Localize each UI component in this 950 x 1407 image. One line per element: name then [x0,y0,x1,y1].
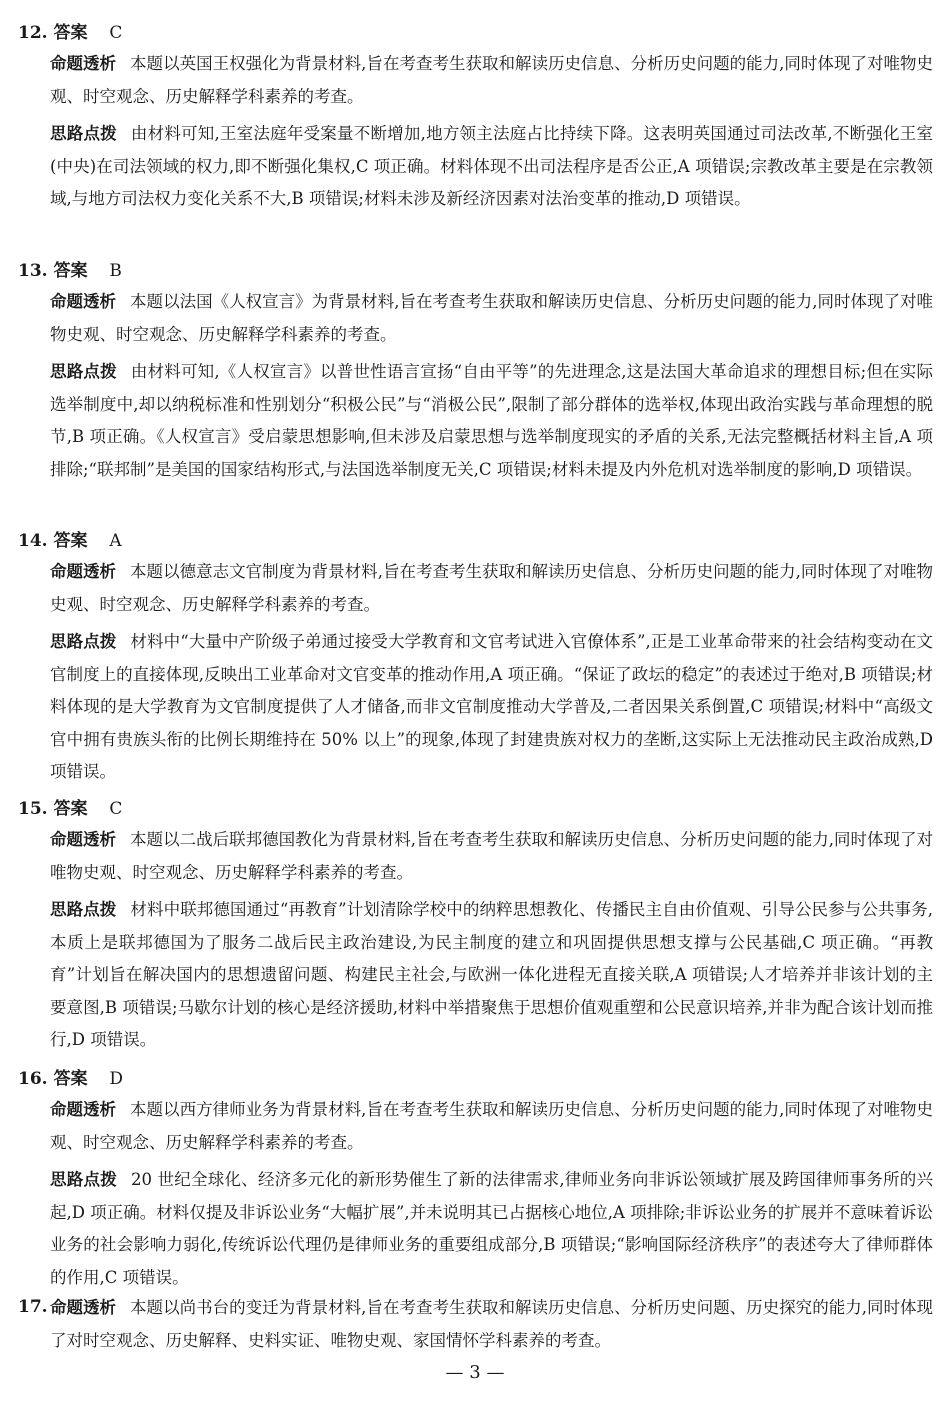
answer-letter: D [109,1069,124,1089]
analysis-label: 命题透析 [50,1100,117,1119]
hint-paragraph [50,894,933,1057]
analysis-label: 命题透析 [50,562,117,581]
answer-label: 答案 [53,23,88,43]
analysis-text: 本题以法国《人权宣言》为背景材料,旨在考查考生获取和解读历史信息、分析历史问题的能力,同时体现了对唯物史观、时空观念、历史解释学科素养的考查。 [50,292,933,344]
hint-text: 由材料可知,《人权宣言》以普世性语言宣扬“自由平等”的先进理念,这是法国大革命追求的理想目标;但在实际选举制度中,却以纳税标准和性别划分“积极公民”与“消极公民”,限制了部分群体的选举权,体现出政治实践与革命理想的脱节,B 项正确。《人权宣言》受启蒙思想影响,但未涉及启蒙思想与选举制度现实的矛盾的关系,无法完整概括材料主旨,A 项排除;“联邦制”是美国的国家结构形式,与法国选举制度无关,C 项错误;材料未提及内外危机对选举制度的影响,D 项错误。 [50,362,934,479]
answer-label: 答案 [53,799,88,819]
analysis-text: 本题以西方律师业务为背景材料,旨在考查考生获取和解读历史信息、分析历史问题的能力,同时体现了对唯物史观、时空观念、历史解释学科素养的考查。 [50,1100,933,1152]
hint-label: 思路点拨 [50,900,117,919]
analysis-paragraph [50,1094,933,1159]
analysis-text: 本题以尚书台的变迁为背景材料,旨在考查考生获取和解读历史信息、分析历史问题、历史探究的能力,同时体现了对时空观念、历史解释、史料实证、唯物史观、家国情怀学科素养的考查。 [50,1298,933,1350]
hint-paragraph [50,118,933,216]
answer-label: 答案 [53,1069,88,1089]
analysis-paragraph [50,1292,933,1357]
answer-letter: C [109,23,123,43]
hint-paragraph [50,626,933,789]
question-17-number: 17. [18,1297,48,1317]
question-number: 16. [18,1069,48,1089]
hint-text: 20 世纪全球化、经济多元化的新形势催生了新的法律需求,律师业务向非诉讼领域扩展及跨国律师事务所的兴起,D 项正确。材料仅提及非诉讼业务“大幅扩展”,并未说明其已占据核心地位,A 项排除;非诉讼业务的扩展并不意味着诉讼业务的社会影响力弱化,传统诉讼代理仍是律师业务的重要组成部分,B 项错误;“影响国际经济秩序”的表述夸大了律师群体的作用,C 项错误。 [50,1170,933,1287]
answer-label: 答案 [53,261,88,281]
analysis-label: 命题透析 [50,54,117,73]
analysis-label: 命题透析 [50,830,117,849]
analysis-paragraph [50,824,933,889]
answer-letter: B [109,261,122,281]
hint-label: 思路点拨 [50,362,117,381]
page-number: — 3 — [445,1362,505,1383]
hint-text: 材料中“大量中产阶级子弟通过接受大学教育和文官考试进入官僚体系”,正是工业革命带来的社会结构变动在文官制度上的直接体现,反映出工业革命对文官变革的推动作用,A 项正确。“保证了政坛的稳定”的表述过于绝对,B 项错误;材料体现的是大学教育为文官制度提供了人才储备,而非文官制度推动大学普及,二者因果关系倒置,C 项错误;材料中“高级文官中拥有贵族头衔的比例长期维持在 50% 以上”的现象,体现了封建贵族对权力的垄断,这实际上无法推动民主政治成熟,D 项错误。 [50,632,933,781]
analysis-paragraph [50,556,933,621]
hint-text: 由材料可知,王室法庭年受案量不断增加,地方领主法庭占比持续下降。这表明英国通过司法改革,不断强化王室(中央)在司法领域的权力,即不断强化集权,C 项正确。材料体现不出司法程序是否公正,A 项错误;宗教改革主要是在宗教领域,与地方司法权力变化关系不大,B 项错误;材料未涉及新经济因素对法治变革的推动,D 项错误。 [50,124,933,208]
question-number: 13. [18,261,48,281]
analysis-label: 命题透析 [50,1298,117,1317]
question-number: 15. [18,799,48,819]
question-15-header [18,794,122,819]
question-13-header [18,256,122,281]
analysis-text: 本题以英国王权强化为背景材料,旨在考查考生获取和解读历史信息、分析历史问题的能力,同时体现了对唯物史观、时空观念、历史解释学科素养的考查。 [50,54,933,106]
hint-label: 思路点拨 [50,632,117,651]
analysis-label: 命题透析 [50,292,117,311]
analysis-paragraph [50,286,933,351]
analysis-paragraph [50,48,933,113]
analysis-text: 本题以二战后联邦德国教化为背景材料,旨在考查考生获取和解读历史信息、分析历史问题的能力,同时体现了对唯物史观、时空观念、历史解释学科素养的考查。 [50,830,933,882]
answer-label: 答案 [53,531,88,551]
hint-label: 思路点拨 [50,1170,117,1189]
answer-letter: C [109,799,123,819]
hint-text: 材料中联邦德国通过“再教育”计划清除学校中的纳粹思想教化、传播民主自由价值观、引导公民参与公共事务,本质上是联邦德国为了服务二战后民主政治建设,为民主制度的建立和巩固提供思想支撑与公民基础,C 项正确。“再教育”计划旨在解决国内的思想遗留问题、构建民主社会,与欧洲一体化进程无直接关联,A 项错误;人才培养并非该计划的主要意图,B 项错误;马歇尔计划的核心是经济援助,材料中举措聚焦于思想价值观重塑和公民意识培养,并非为配合该计划而推行,D 项错误。 [50,900,933,1049]
question-number: 14. [18,531,48,551]
hint-paragraph [50,1164,933,1294]
question-12-header [18,18,122,43]
question-16-header [18,1064,123,1089]
hint-paragraph [50,356,933,486]
answer-letter: A [109,531,122,551]
analysis-text: 本题以德意志文官制度为背景材料,旨在考查考生获取和解读历史信息、分析历史问题的能力,同时体现了对唯物史观、时空观念、历史解释学科素养的考查。 [50,562,933,614]
hint-label: 思路点拨 [50,124,117,143]
question-14-header [18,526,122,551]
question-number: 12. [18,23,48,43]
